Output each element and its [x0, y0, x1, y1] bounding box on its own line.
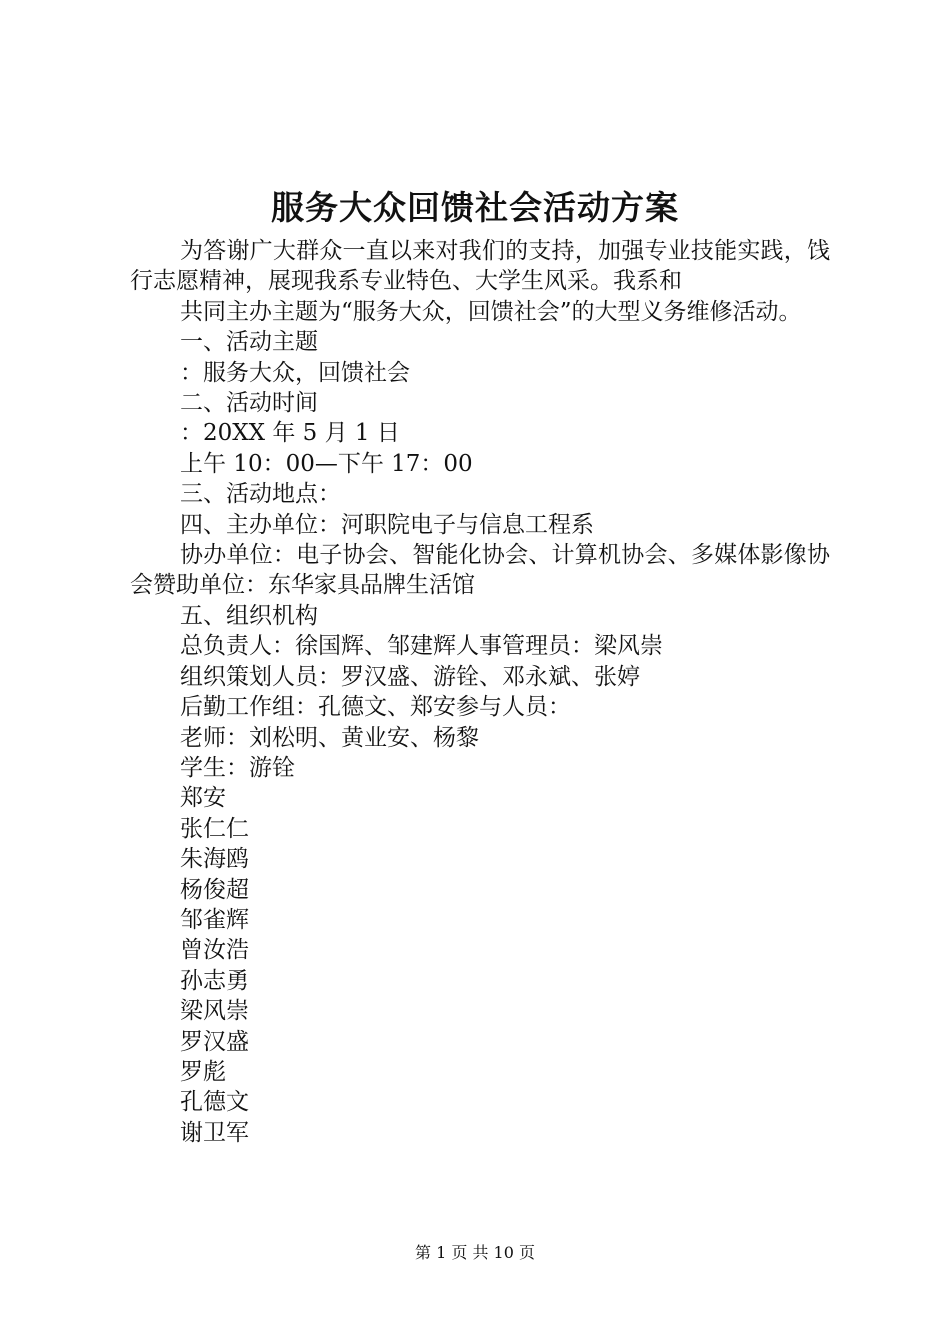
student-name: 邹雀辉 [180, 906, 249, 933]
student-name: 朱海鸥 [180, 846, 249, 873]
section-2-heading: 二、活动时间 [180, 390, 318, 417]
intro-paragraph-1: 为答谢广大群众一直以来对我们的支持，加强专业技能实践，饯行志愿精神，展现我系专业特色、大学生风采。我系和 [130, 238, 830, 295]
section-3-heading: 三、活动地点： [180, 481, 341, 508]
section-2-date: ：20XX 年 5 月 1 日 [180, 420, 400, 447]
student-name: 孙志勇 [180, 967, 249, 994]
student-name: 孔德文 [180, 1089, 249, 1116]
planners-line: 组织策划人员：罗汉盛、游铨、邓永斌、张婷 [180, 663, 640, 690]
page-footer: 第 1 页 共 10 页 [415, 1243, 535, 1262]
student-name: 谢卫军 [180, 1119, 249, 1146]
student-name: 张仁仁 [180, 815, 249, 842]
student-name: 杨俊超 [180, 876, 249, 903]
section-5-heading: 五、组织机构 [180, 602, 318, 629]
student-name: 郑安 [180, 785, 226, 812]
student-name: 梁风崇 [180, 998, 249, 1025]
student-name: 曾汝浩 [180, 937, 249, 964]
document-title: 服务大众回馈社会活动方案 [271, 188, 679, 227]
section-1-heading: 一、活动主题 [180, 329, 318, 356]
document-body [130, 236, 830, 1148]
section-1-value: ：服务大众，回馈社会 [180, 359, 410, 386]
section-4-heading: 四、主办单位：河职院电子与信息工程系 [180, 511, 594, 538]
student-name: 罗彪 [180, 1058, 226, 1085]
leaders-line: 总负责人：徐国辉、邹建辉人事管理员：梁风崇 [180, 633, 663, 660]
teachers-line: 老师：刘松明、黄业安、杨黎 [180, 724, 479, 751]
intro-paragraph-2: 共同主办主题为“服务大众，回馈社会”的大型义务维修活动。 [180, 298, 802, 325]
section-2-time: 上午 10：00—下午 17：00 [180, 450, 473, 477]
logistics-line: 后勤工作组：孔德文、郑安参与人员： [180, 694, 571, 721]
students-label: 学生：游铨 [180, 754, 295, 781]
co-organizers-paragraph: 协办单位：电子协会、智能化协会、计算机协会、多媒体影像协会赞助单位：东华家具品牌生活馆 [130, 542, 830, 599]
student-name: 罗汉盛 [180, 1028, 249, 1055]
